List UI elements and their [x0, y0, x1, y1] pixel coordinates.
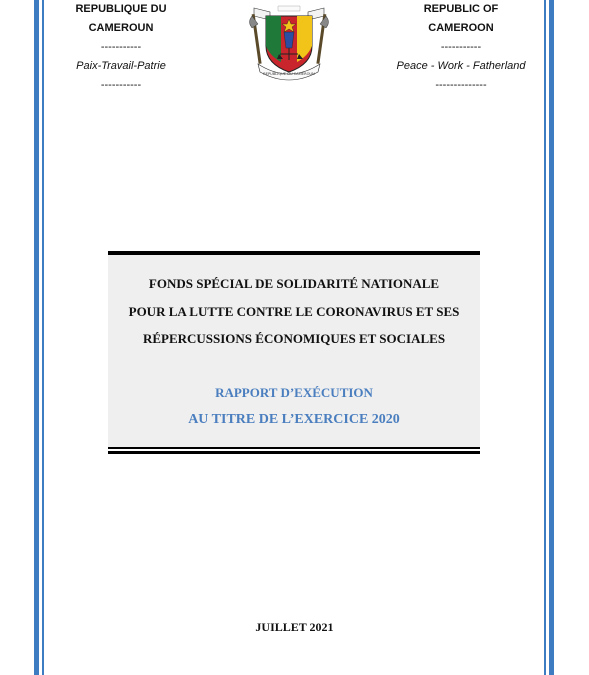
cameroon-coat-of-arms-icon	[248, 2, 330, 82]
subtitle-line-1: RAPPORT D’EXÉCUTION	[215, 385, 373, 400]
country-name-fr-line2: CAMEROUN	[88, 22, 154, 34]
separator: -----------	[100, 41, 142, 53]
country-name-en-line2: CAMEROON	[428, 22, 494, 34]
title-line-3: RÉPERCUSSIONS ÉCONOMIQUES ET SOCIALES	[142, 331, 446, 346]
motto-en: Peace - Work - Fatherland	[396, 60, 526, 72]
subtitle-line-2: AU TITRE DE L’EXERCICE 2020	[188, 412, 400, 427]
svg-text:REPUBLIQUE DU CAMEROUN: REPUBLIQUE DU CAMEROUN	[263, 72, 315, 76]
separator: --------------	[435, 79, 487, 91]
header-left-french	[36, 0, 206, 95]
title-box-bottom-rule	[108, 447, 480, 454]
right-border-outer	[549, 0, 554, 675]
country-name-fr-line1: REPUBLIQUE DU	[75, 3, 167, 15]
publication-date: JUILLET 2021	[255, 620, 334, 634]
left-border-inner	[42, 0, 44, 675]
right-border-inner	[544, 0, 546, 675]
title-box	[108, 251, 480, 452]
motto-fr: Paix-Travail-Patrie	[76, 60, 166, 72]
country-name-en-line1: REPUBLIC OF	[423, 3, 499, 15]
left-border-outer	[34, 0, 39, 675]
separator: -----------	[440, 41, 482, 53]
title-line-1: FONDS SPÉCIAL DE SOLIDARITÉ NATIONALE	[148, 276, 440, 291]
header-right-english	[376, 0, 546, 95]
title-line-2: POUR LA LUTTE CONTRE LE CORONAVIRUS ET SES	[128, 304, 460, 319]
separator: -----------	[100, 79, 142, 91]
